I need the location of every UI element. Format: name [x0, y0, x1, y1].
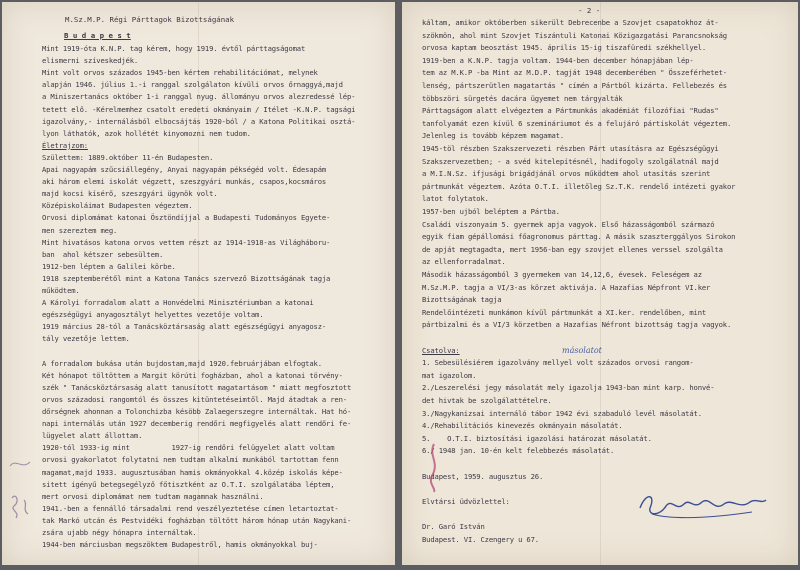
text-line: aki három elemi iskolát végzett, szeszgyári munkás, csapos,kocsmáros: [42, 177, 327, 187]
letter-page-1: [2, 2, 395, 565]
pencil-annotation-mark: [6, 454, 36, 474]
text-line: Budapest, 1959. augusztus 26.: [422, 471, 544, 481]
text-line: 2./Leszerelési jegy másolatát mely igazolja 1943-ban mint karp. honvé-: [422, 383, 715, 393]
text-line: tanfolyamát ezen kívül 6 szemináriumot és a felujáró pártiskolát végeztem.: [422, 118, 732, 128]
text-line: többszöri sürgetés dacára ügyemet nem tárgyalták: [422, 93, 623, 103]
page-number: - 2 -: [578, 6, 601, 15]
text-line: 1957-ben ujból beléptem a Pártba.: [422, 207, 560, 216]
text-line: lyon láthatók, azok hollétét kinyomozni nem tudom.: [42, 128, 251, 138]
text-line: det hivtak be szolgálattételre.: [422, 396, 552, 405]
text-line: Csatolva:: [422, 345, 460, 355]
text-line: Életrajzom:: [42, 140, 88, 150]
text-line: Második házasságomból 3 gyermekem van 14,12,6, évesek. Feleségem az: [422, 270, 702, 279]
text-line: lenség, pártszerütlen magatartás " címén a Pártból kizárta. Fellebezés és: [422, 81, 727, 90]
text-line: latot folytatok.: [422, 194, 489, 204]
text-line: mat igazolom.: [422, 370, 477, 380]
text-line: tály vezetője lettem.: [42, 334, 130, 344]
text-line: 1918 szeptemberétől mint a Katona Tanács szervező Bizottságának tagja: [42, 273, 331, 283]
text-line: Jelenleg is tovább képzem magamat.: [422, 131, 565, 141]
text-line: Rendelőintézeti munkámon kívül pártmunkát a XI.ker. rendelőben, mint: [422, 307, 707, 317]
text-line: szökmön, ahol mint Szovjet Tiszántuli Katonai Közigazgatási Parancsnokság: [422, 30, 727, 40]
text-line: Családi viszonyaim 5. gyermek apja vagyok. Első házasságomból származó: [422, 219, 715, 229]
pencil-annotation-mark: [422, 442, 448, 494]
text-line: tak Markó utcán és Pestvidéki fogházban töltött három hónap után Nagykani-: [42, 515, 352, 525]
text-line: 1920-tól 1933-ig mint 1927-ig rendőri felügyelet alatt voltam: [42, 443, 335, 453]
text-line: káltam, amikor októberben sikerült Debrecenbe a Szovjet csapatokhoz át-: [422, 18, 719, 27]
text-line: tetett elő. -Kérelmemhez csatolt eredeti okmányaim / Itélet -K.N.P. tagsági: [42, 104, 356, 114]
text-line: Születtem: 1889.október 11-én Budapesten.: [42, 152, 214, 162]
text-line: ban ahol kétszer sebesültem.: [42, 249, 164, 259]
text-line: Orvosi diplomámat katonai Ösztöndíjjal a Budapesti Tudományos Egyete-: [42, 213, 331, 223]
text-line: 3./Nagykanizsai internáló tábor 1942 évi szabaduló levél másolatát.: [422, 408, 702, 418]
text-line: Középiskoláimat Budapesten végeztem.: [42, 201, 193, 211]
text-line: Párttagságom alatt elvégeztem a Pártmunkás akadémiát filozófiai "Rudas": [422, 106, 719, 116]
text-line: napi internálás után 1927 decemberig rendőri megfigyelés alatt rendőri fe-: [42, 419, 352, 429]
text-line: Elvtársi üdvözlettel:: [422, 496, 510, 506]
pencil-annotation-mark: [6, 490, 40, 530]
text-line: 5. O.T.I. biztosítási igazolási határozat másolatát.: [422, 433, 652, 443]
text-line: szék " Tanácsköztársaság alatt tanusított magatartásom " miatt megfosztott: [42, 382, 352, 392]
text-line: sitett igényű betegsegélyző főtisztként az O.T.I. szolgálatába léptem,: [42, 479, 335, 489]
text-line: A Károlyi forradalom alatt a Honvédelmi Minisztériumban a katonai: [42, 298, 314, 308]
text-line: 6./ 1948 jan. 10-én kelt felebbezés másolatát.: [422, 446, 615, 456]
text-line: pártmunkát végeztem. Azóta O.T.I. illetőleg Sz.T.K. rendelő intézeti gyakor: [422, 181, 736, 191]
text-line: 1919-ben a K.N.P. tagja voltam. 1944-ben december hónapjában lép-: [422, 55, 694, 65]
text-line: Dr. Garó István: [422, 522, 485, 531]
text-line: 1941.-ben a fennálló társadalmi rend veszélyeztetése címen letartoztat-: [42, 503, 339, 513]
text-line: 1945-töl részben Szakszervezeti részben Párt utasításra az Egészségügyi: [422, 144, 719, 153]
text-line: men szereztem meg.: [42, 225, 118, 235]
text-line: Budapest. VI. Czengery u 67.: [422, 534, 539, 544]
text-line: orvosa kaptam beosztást 1945. április 15-ig tiszafüredi székhellyel.: [422, 43, 707, 53]
text-line: de apját megtagadta, mert 1956-ban egy szovjet ellenes verssel szolgálta: [422, 244, 723, 254]
letter-heading-org: M.Sz.M.P. Régi Párttagok Bizottságának: [65, 15, 235, 24]
letter-page-2: [402, 2, 798, 565]
text-line: Mint volt orvos százados 1945-ben kértem rehabilitációmat, melynek: [42, 68, 318, 78]
text-line: a Miniszertanács október 1-i ranggal nyug. állományu orvos alezredessé lép-: [42, 92, 356, 102]
text-line: lügyelet alatt állottam.: [42, 431, 143, 441]
text-line: alapján 1946. július 1.-i ranggal szolgálaton kívüli orvos őrnaggyá,majd: [42, 80, 343, 90]
text-line: 1. Sebesülésiérem igazolvány mellyel volt százados orvosi rangom-: [422, 358, 694, 368]
text-line: elismerni szíveskedjék.: [42, 56, 139, 66]
letter-heading-city: B u d a p e s t: [64, 31, 131, 40]
text-line: működtem.: [42, 286, 80, 295]
text-line: Mint hivatásos katona orvos vettem részt az 1914-1918-as Világháboru-: [42, 237, 331, 247]
text-line: egészségügyi anyagosztályt helyettes vezetője voltam.: [42, 310, 264, 320]
text-line: majd kocsi kísérő, szeszgyári ügynök volt.: [42, 189, 218, 199]
text-line: Mint 1919-óta K.N.P. tag kérem, hogy 1919. évtől párttagságomat: [42, 44, 306, 53]
text-line: a M.I.N.Sz. ifjusági brigádjánál orvos működtem ahol utasítás szerint: [422, 169, 711, 179]
text-line: orvosi gyakorlatot folytatni nem tudtam alkalmi munkából tartottam fenn: [42, 455, 339, 465]
text-line: M.Sz.M.P. tagja a VI/3-as körzet aktivája. A Hazafias Népfront VI.ker: [422, 282, 711, 292]
handwritten-signature: [632, 486, 772, 526]
text-line: 1944-ben márciusban megszöktem Budapestről, hamis okmányokkal buj-: [42, 540, 318, 550]
text-line: magamat,majd 1933. augusztusában hamis okmányokkal 4.közép iskolás képe-: [42, 467, 343, 477]
text-line: pártbizalmi és a VI/3 körzetben a Hazafias Néfront bizottság tagja vagyok.: [422, 320, 732, 330]
text-line: A forradalom bukása után bujdostam,majd 1920.februárjában elfogtak.: [42, 358, 322, 368]
text-line: 1919 március 28-tól a Tanácsköztársaság alatt egészségügyi anyagosz-: [42, 322, 327, 332]
text-line: orvos századosi rangomtól és összes kitüntetéseimtől. Majd átadtak a ren-: [42, 394, 347, 404]
text-line: Apai nagyapám szűcsiállegény, Anyai nagyapám pékségéd volt. Édesapám: [42, 165, 327, 174]
text-line: Két hónapot töltöttem a Margit körúti fogházban, ahol a katonai törvény-: [42, 370, 343, 380]
text-line: egyik fiam gépállomási főagronomus párttag. A másik szaszterggályos Sirokon: [422, 232, 736, 242]
text-line: igazolvány,- internálásból elbocsájtás 1920-ból / a Katona Politikai osztá-: [42, 116, 356, 126]
handwritten-note: másolatot: [562, 346, 602, 355]
text-line: zsára ujabb négy hónapra internáltak.: [42, 528, 197, 537]
text-line: mert orvosi diplomámat nem tudtam magamnak használni.: [42, 491, 264, 501]
text-line: 4./Rehabilitációs kinevezés okmányain másolatát.: [422, 421, 623, 431]
text-line: Szakszervezetben; - a svéd kitelepítésnél, hadifogoly szolgálatnál majd: [422, 156, 719, 166]
text-line: Bizottságának tagja: [422, 295, 502, 305]
text-line: az ellenforradalmat.: [422, 257, 506, 267]
text-line: 1912-ben léptem a Galilei körbe.: [42, 261, 176, 271]
text-line: dőrségnek ahonnan a Tolonchizba késöbb Zalaegerszegre internáltak. Hat hó-: [42, 407, 352, 416]
text-line: tem az M.K.P -ba Mint az M.D.P. tagját 1948 decemberében " Összeférhetet-: [422, 68, 727, 78]
